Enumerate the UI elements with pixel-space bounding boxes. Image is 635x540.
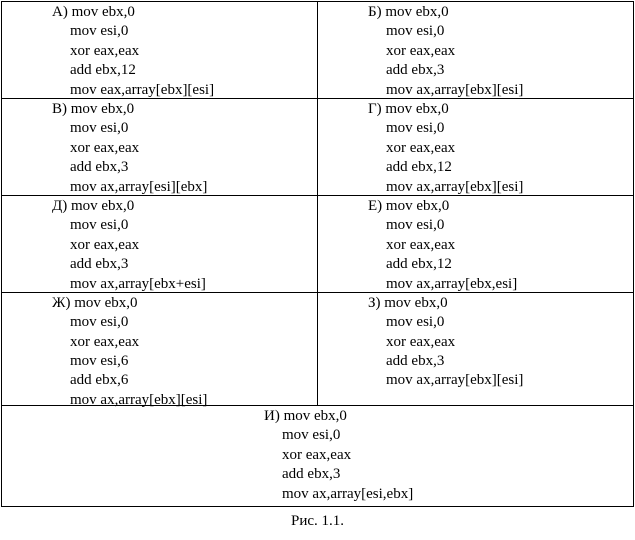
variant-label: Е) [368,197,383,214]
instruction: mov esi,0 [386,120,445,137]
code-line [52,178,207,197]
code-line [368,3,523,22]
code-line [52,81,214,100]
code-line [368,236,517,255]
instruction: mov ax,array[esi][ebx] [70,178,208,195]
code-line [52,22,214,41]
instruction: xor eax,eax [70,333,140,350]
code-listing [368,197,517,294]
code-line [368,294,523,313]
variant-cell [2,195,318,292]
code-listing [368,3,523,100]
variant-label: В) [52,100,67,117]
instruction: add ebx,3 [70,256,129,273]
code-line [264,426,413,445]
instruction: add ebx,3 [386,353,445,370]
instruction: mov ax,array[ebx][esi] [70,391,208,408]
code-line [368,216,517,235]
instruction: mov esi,0 [386,23,445,40]
instruction: mov esi,0 [70,23,129,40]
instruction: add ebx,6 [70,372,129,389]
code-line [52,158,207,177]
code-listing [52,3,214,100]
instruction: add ebx,12 [70,62,136,79]
instruction: add ebx,12 [386,256,452,273]
code-line [368,333,523,352]
variant-label: Ж) [52,294,71,311]
instruction: xor eax,eax [386,42,456,59]
code-line [368,100,523,119]
code-line [52,236,206,255]
instruction: add ebx,3 [282,466,341,483]
code-line [264,446,413,465]
code-line [52,371,207,390]
instruction: mov ax,array[esi,ebx] [282,485,414,502]
instruction: add ebx,3 [386,62,445,79]
variant-label: И) [264,407,280,424]
code-line [52,352,207,371]
variant-label: А) [52,4,68,20]
code-line [264,465,413,484]
instruction: mov ebx,0 [70,100,135,117]
instruction: mov ebx,0 [71,4,135,20]
code-listing [368,100,523,197]
instruction: xor eax,eax [386,236,456,253]
code-line [264,407,413,426]
instruction: mov ax,array[ebx][esi] [386,178,524,195]
code-line [368,255,517,274]
variant-cell [2,98,318,195]
code-line [368,158,523,177]
code-line [368,119,523,138]
instruction: mov ax,array[ebx][esi] [386,81,524,98]
instruction: add ebx,12 [386,159,452,176]
instruction: mov ax,array[ebx][esi] [386,372,524,389]
code-line [264,485,413,504]
code-line [368,61,523,80]
code-line [52,3,214,22]
variants-table [1,1,634,507]
code-line [52,139,207,158]
code-line [52,333,207,352]
instruction: mov esi,0 [70,120,129,137]
code-listing [264,407,413,504]
instruction: mov esi,0 [70,217,129,234]
instruction: mov ebx,0 [283,407,347,424]
code-line [52,275,206,294]
instruction: mov esi,6 [70,353,129,370]
code-line [52,255,206,274]
code-listing [52,197,206,294]
code-listing [52,294,207,410]
code-line [368,22,523,41]
code-line [368,139,523,158]
instruction: mov ax,array[ebx,esi] [386,275,518,292]
code-line [52,216,206,235]
variant-cell [2,405,634,506]
code-line [368,81,523,100]
code-line [52,197,206,216]
code-line [52,294,207,313]
variant-cell [318,98,634,195]
instruction: mov esi,0 [386,217,445,234]
variant-label: Б) [368,4,382,20]
figure-caption: Рис. 1.1. [290,513,345,529]
variant-label: З) [368,294,381,311]
instruction: mov ebx,0 [70,197,135,214]
code-line [368,42,523,61]
instruction: mov ebx,0 [385,4,449,20]
instruction: mov esi,0 [70,314,129,331]
code-listing [368,294,523,391]
instruction: xor eax,eax [70,236,140,253]
instruction: mov ebx,0 [384,294,448,311]
variant-label: Г) [368,100,382,117]
code-line [368,197,517,216]
instruction: xor eax,eax [70,42,140,59]
instruction: xor eax,eax [386,139,456,156]
instruction: xor eax,eax [70,139,140,156]
instruction: mov esi,0 [386,314,445,331]
instruction: xor eax,eax [282,446,352,463]
variant-label: Д) [52,197,68,214]
code-line [368,275,517,294]
instruction: add ebx,3 [70,159,129,176]
code-line [52,119,207,138]
code-line [52,42,214,61]
variant-cell [318,2,634,99]
instruction: mov ebx,0 [385,100,449,117]
code-line [52,313,207,332]
code-line [368,371,523,390]
instruction: mov esi,0 [282,427,341,444]
code-line [368,313,523,332]
code-line [52,100,207,119]
code-line [368,352,523,371]
instruction: xor eax,eax [386,333,456,350]
instruction: mov ax,array[ebx+esi] [70,275,206,292]
variant-cell [2,292,318,408]
code-listing [52,100,207,197]
instruction: mov eax,array[ebx][esi] [70,81,215,98]
code-line [368,178,523,197]
code-line [52,61,214,80]
variant-cell [318,292,634,405]
instruction: mov ebx,0 [385,197,450,214]
variant-cell [2,2,318,99]
variant-cell [318,195,634,292]
instruction: mov ebx,0 [74,294,138,311]
